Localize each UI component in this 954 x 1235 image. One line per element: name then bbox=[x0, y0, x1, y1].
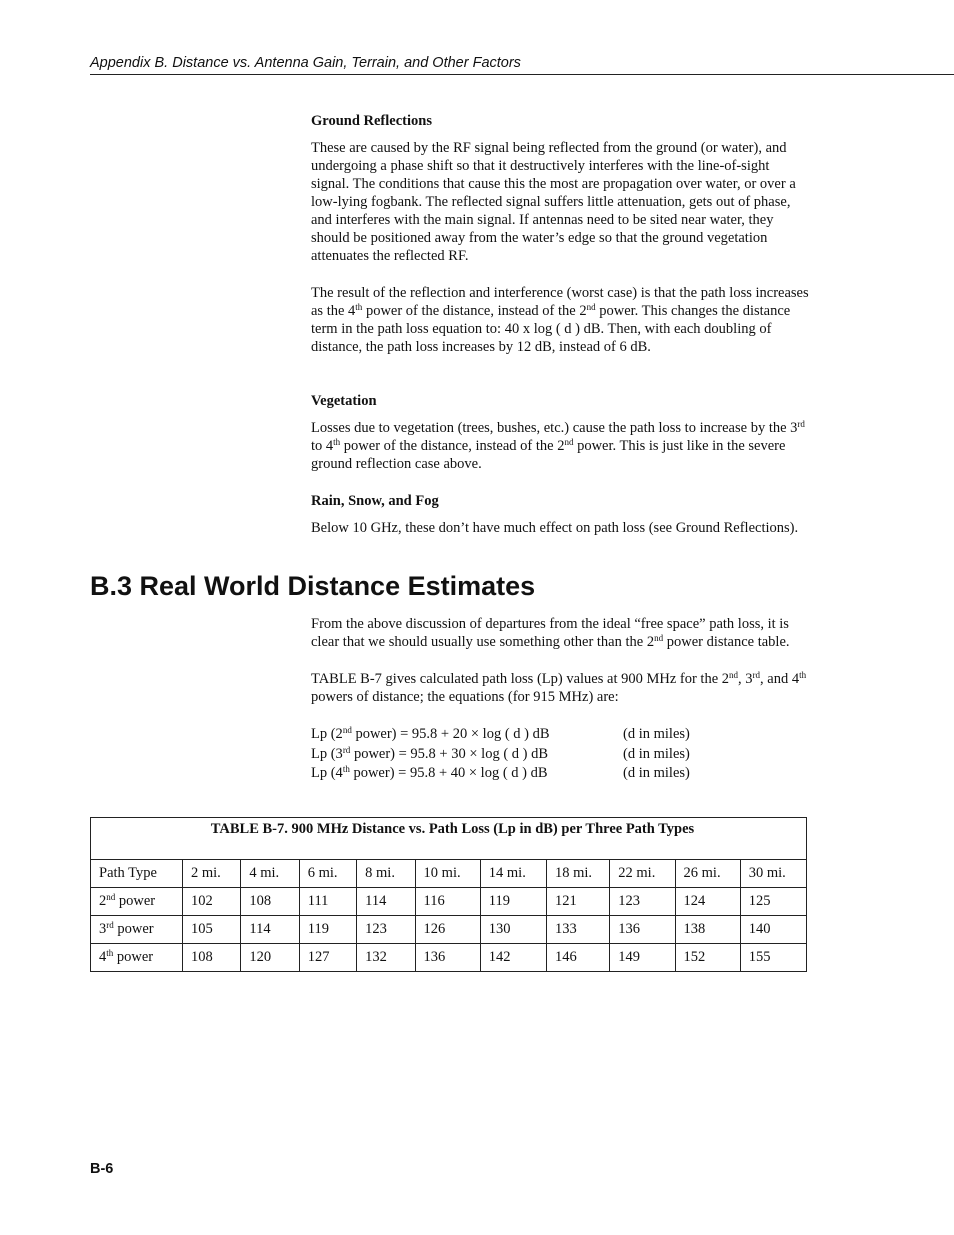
table-header-cell: 14 mi. bbox=[480, 860, 546, 888]
superscript: nd bbox=[729, 670, 739, 680]
superscript: th bbox=[333, 437, 341, 447]
section-heading: B.3 Real World Distance Estimates bbox=[90, 571, 536, 601]
rain-heading: Rain, Snow, and Fog bbox=[311, 493, 439, 509]
table-cell: 121 bbox=[547, 888, 610, 916]
text-run: , 3 bbox=[738, 671, 753, 687]
table-cell: 123 bbox=[357, 916, 415, 944]
table-row bbox=[91, 916, 807, 944]
superscript: th bbox=[106, 948, 114, 958]
table-cell: 111 bbox=[299, 888, 356, 916]
vegetation-section bbox=[311, 392, 811, 473]
table-cell: 108 bbox=[182, 944, 240, 972]
table-header-cell: 22 mi. bbox=[610, 860, 675, 888]
row-label-cell bbox=[91, 888, 183, 916]
ground-reflections-paragraph-1: These are caused by the RF signal being reflected from the ground (or water), and undergoing a phase shift so that it destructively interferes with the line-of-sight signal. The conditions that cause this the most are propagation over water, or over a low-lying fogbank. The reflected signal suffers little attenuation, gets out of phase, and interferes with the main signal. If antennas need to be sited near water, they should be positioned away from the water’s edge so that the ground vegetation attenuates the reflected RF. bbox=[311, 140, 796, 264]
rain-paragraph: Below 10 GHz, these don’t have much effect on path loss (see Ground Reflections). bbox=[311, 520, 799, 536]
superscript: nd bbox=[654, 633, 664, 643]
rain-section bbox=[311, 492, 811, 537]
table-cell: 119 bbox=[480, 888, 546, 916]
text-run: Lp (4 bbox=[311, 765, 343, 781]
table-cell: 138 bbox=[675, 916, 740, 944]
table-header-cell: Path Type bbox=[91, 860, 183, 888]
ground-reflections-heading: Ground Reflections bbox=[311, 113, 432, 129]
text-run: power of the distance, instead of the 2 bbox=[362, 303, 587, 319]
table-body bbox=[91, 888, 807, 972]
formula-note: (d in miles) bbox=[623, 765, 690, 781]
text-run: , and 4 bbox=[760, 671, 800, 687]
text-run: Lp (3 bbox=[311, 745, 343, 762]
table-cell: 142 bbox=[480, 944, 546, 972]
table-header-cell: 10 mi. bbox=[415, 860, 480, 888]
section-paragraph-1 bbox=[311, 615, 811, 651]
running-header-title: Appendix B. Distance vs. Antenna Gain, Terrain, and Other Factors bbox=[90, 55, 521, 71]
text-run: to 4 bbox=[311, 438, 334, 454]
table-header-cell: 26 mi. bbox=[675, 860, 740, 888]
formula-equation bbox=[311, 764, 623, 784]
section-paragraph-2 bbox=[311, 670, 811, 706]
superscript: rd bbox=[797, 419, 805, 429]
table-cell: 120 bbox=[241, 944, 299, 972]
table-cell: 125 bbox=[740, 888, 806, 916]
superscript: nd bbox=[564, 437, 574, 447]
table-cell: 152 bbox=[675, 944, 740, 972]
table-header-row bbox=[91, 860, 807, 888]
table-header-cell: 4 mi. bbox=[241, 860, 299, 888]
table-cell: 116 bbox=[415, 888, 480, 916]
superscript: nd bbox=[106, 892, 116, 902]
superscript: nd bbox=[586, 302, 596, 312]
formula-row bbox=[311, 745, 811, 765]
table-header-cell: 18 mi. bbox=[547, 860, 610, 888]
text-run: power) = 95.8 + 40 × log ( d ) dB bbox=[349, 765, 548, 781]
table-cell: 130 bbox=[480, 916, 546, 944]
formula-equation bbox=[311, 725, 623, 745]
table-cell: 124 bbox=[675, 888, 740, 916]
text-run: Lp (2 bbox=[311, 726, 343, 742]
formula-note: (d in miles) bbox=[623, 726, 690, 742]
ground-reflections-section bbox=[311, 112, 811, 356]
table-cell: 123 bbox=[610, 888, 675, 916]
formula-row bbox=[311, 725, 811, 745]
table-cell: 133 bbox=[547, 916, 610, 944]
row-label-cell bbox=[91, 944, 183, 972]
table-cell: 146 bbox=[547, 944, 610, 972]
formula-row bbox=[311, 764, 811, 784]
table-caption: TABLE B-7. 900 MHz Distance vs. Path Loss (Lp in dB) per Three Path Types bbox=[91, 818, 807, 860]
superscript: th bbox=[355, 302, 363, 312]
table-header-cell: 2 mi. bbox=[182, 860, 240, 888]
formula-list bbox=[311, 725, 811, 784]
superscript: rd bbox=[752, 670, 761, 680]
table-cell: 132 bbox=[357, 944, 415, 972]
table-cell: 114 bbox=[241, 916, 299, 944]
table-header-cell: 8 mi. bbox=[357, 860, 415, 888]
text-run: powers of distance; the equations (for 915 MHz) are: bbox=[311, 689, 619, 705]
table-cell: 119 bbox=[299, 916, 356, 944]
text-run: power. This changes the distance term in the path loss equation to: 40 x log ( d ) dB. Then, with each doubling of distance, the path loss increases by 12 dB, instead of 6 dB. bbox=[311, 303, 791, 355]
text-run: The result of the reflection and interference (worst case) is that the path loss increases as the 4 bbox=[311, 285, 809, 319]
superscript: rd bbox=[106, 920, 114, 930]
row-label-text: power bbox=[113, 921, 154, 937]
row-label-number: 3 bbox=[99, 921, 107, 937]
table-cell: 127 bbox=[299, 944, 356, 972]
text-run: power) = 95.8 + 20 × log ( d ) dB bbox=[351, 726, 550, 742]
text-run: power distance table. bbox=[663, 634, 790, 650]
table-row bbox=[91, 888, 807, 916]
running-header bbox=[90, 55, 954, 75]
table-header-cell: 30 mi. bbox=[740, 860, 806, 888]
text-run: power of the distance, instead of the 2 bbox=[340, 438, 565, 454]
formula-equation bbox=[311, 745, 623, 765]
superscript: th bbox=[342, 764, 350, 774]
table-cell: 136 bbox=[610, 916, 675, 944]
text-run: power. This is just like in the severe ground reflection case above. bbox=[311, 438, 786, 472]
table-caption-row bbox=[91, 818, 807, 860]
row-label-cell bbox=[91, 916, 183, 944]
table-cell: 136 bbox=[415, 944, 480, 972]
section-body bbox=[311, 615, 811, 784]
vegetation-paragraph bbox=[311, 419, 811, 473]
table-cell: 105 bbox=[182, 916, 240, 944]
table-cell: 102 bbox=[182, 888, 240, 916]
vegetation-heading: Vegetation bbox=[311, 393, 377, 409]
table-cell: 149 bbox=[610, 944, 675, 972]
text-run: Losses due to vegetation (trees, bushes, etc.) cause the path loss to increase by the 3 bbox=[311, 420, 798, 436]
table-cell: 114 bbox=[357, 888, 415, 916]
text-run: TABLE B-7 gives calculated path loss (Lp) values at 900 MHz for the 2 bbox=[311, 671, 730, 687]
table-cell: 155 bbox=[740, 944, 806, 972]
formula-note: (d in miles) bbox=[623, 745, 690, 762]
page-number: B-6 bbox=[90, 1161, 114, 1177]
text-run: From the above discussion of departures from the ideal “free space” path loss, it is clear that we should usually use something other than the 2 bbox=[311, 616, 789, 650]
table-cell: 108 bbox=[241, 888, 299, 916]
table-cell: 140 bbox=[740, 916, 806, 944]
table-header-cell: 6 mi. bbox=[299, 860, 356, 888]
table-row bbox=[91, 944, 807, 972]
table-cell: 126 bbox=[415, 916, 480, 944]
row-label-text: power bbox=[115, 893, 156, 909]
row-label-text: power bbox=[113, 949, 154, 965]
path-loss-table bbox=[90, 817, 807, 972]
text-run: power) = 95.8 + 30 × log ( d ) dB bbox=[350, 745, 549, 762]
superscript: th bbox=[799, 670, 807, 680]
ground-reflections-paragraph-2 bbox=[311, 284, 811, 356]
superscript: rd bbox=[342, 744, 351, 755]
superscript: nd bbox=[342, 725, 352, 735]
row-label-number: 2 bbox=[99, 893, 107, 909]
row-label-number: 4 bbox=[99, 949, 107, 965]
